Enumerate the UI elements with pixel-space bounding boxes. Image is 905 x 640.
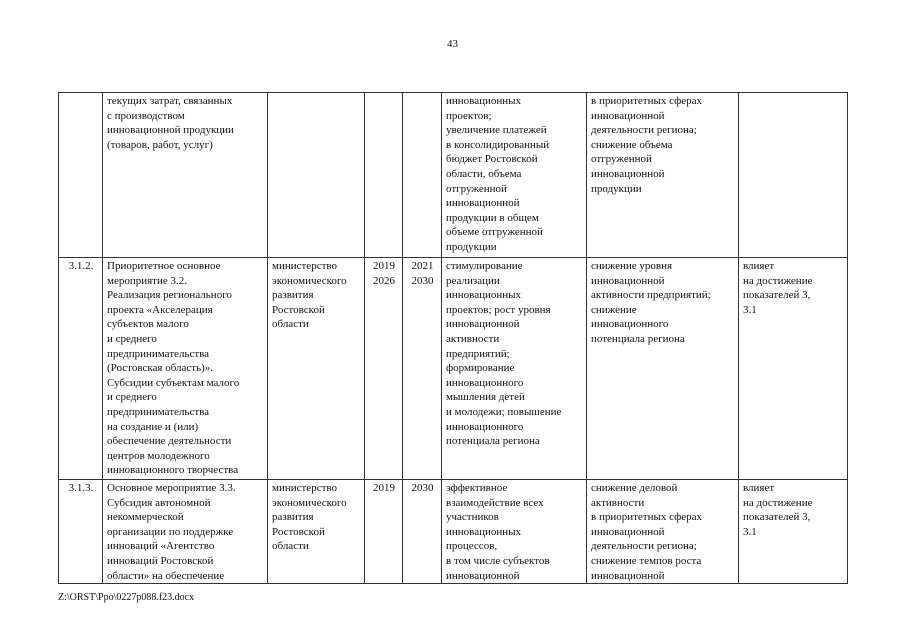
indicators-cell: влияет на достижение показателей 3, 3.1 — [739, 480, 848, 584]
table-row — [59, 93, 848, 258]
table-row — [59, 480, 848, 584]
consequences-cell: в приоритетных сферах инновационной деятельности региона; снижение объема отгруженной инновационной продукции — [587, 93, 739, 258]
measure-title-cell: Основное мероприятие 3.3. Субсидия автономной некоммерческой организации по поддержке инноваций «Агентство инноваций Ростовской области» на обеспечение — [103, 480, 268, 584]
end-year-cell: 2030 — [403, 480, 442, 584]
expected-result-cell: стимулирование реализации инновационных проектов; рост уровня инновационной активности предприятий; формирование инновационного мышления детей и молодежи; повышение инновационного потенциала региона — [442, 258, 587, 480]
consequences-cell: снижение уровня инновационной активности предприятий; снижение инновационного потенциала региона — [587, 258, 739, 480]
executor-cell: министерство экономического развития Ростовской области — [268, 480, 365, 584]
executor-cell: министерство экономического развития Ростовской области — [268, 258, 365, 480]
end-year-cell — [403, 93, 442, 258]
indicators-cell: влияет на достижение показателей 3, 3.1 — [739, 258, 848, 480]
row-number-cell: 3.1.3. — [59, 480, 103, 584]
program-measures-table — [58, 92, 848, 584]
consequences-cell: снижение деловой активности в приоритетных сферах инновационной деятельности региона; снижение темпов роста инновационной — [587, 480, 739, 584]
end-year-cell: 2021 2030 — [403, 258, 442, 480]
measure-title-cell: текущих затрат, связанных с производством инновационной продукции (товаров, работ, услуг) — [103, 93, 268, 258]
executor-cell — [268, 93, 365, 258]
start-year-cell: 2019 2026 — [365, 258, 403, 480]
expected-result-cell: инновационных проектов; увеличение платежей в консолидированный бюджет Ростовской области, объема отгруженной инновационной продукции в общем объеме отгруженной продукции — [442, 93, 587, 258]
table-row — [59, 258, 848, 480]
expected-result-cell: эффективное взаимодействие всех участников инновационных процессов, в том числе субъектов инновационной — [442, 480, 587, 584]
row-number-cell: 3.1.2. — [59, 258, 103, 480]
file-path-footer: Z:\ORST\Ppo\0227p088.f23.docx — [58, 592, 195, 603]
start-year-cell: 2019 — [365, 480, 403, 584]
start-year-cell — [365, 93, 403, 258]
row-number-cell — [59, 93, 103, 258]
indicators-cell — [739, 93, 848, 258]
page-number: 43 — [447, 38, 458, 50]
measure-title-cell: Приоритетное основное мероприятие 3.2. Реализация регионального проекта «Акселерация субъектов малого и среднего предпринимательства (Ростовская область)». Субсидии субъектам малого и среднего предпринимательства на создание и (или) обеспечение деятельности центров молодежного инновационного творчества — [103, 258, 268, 480]
